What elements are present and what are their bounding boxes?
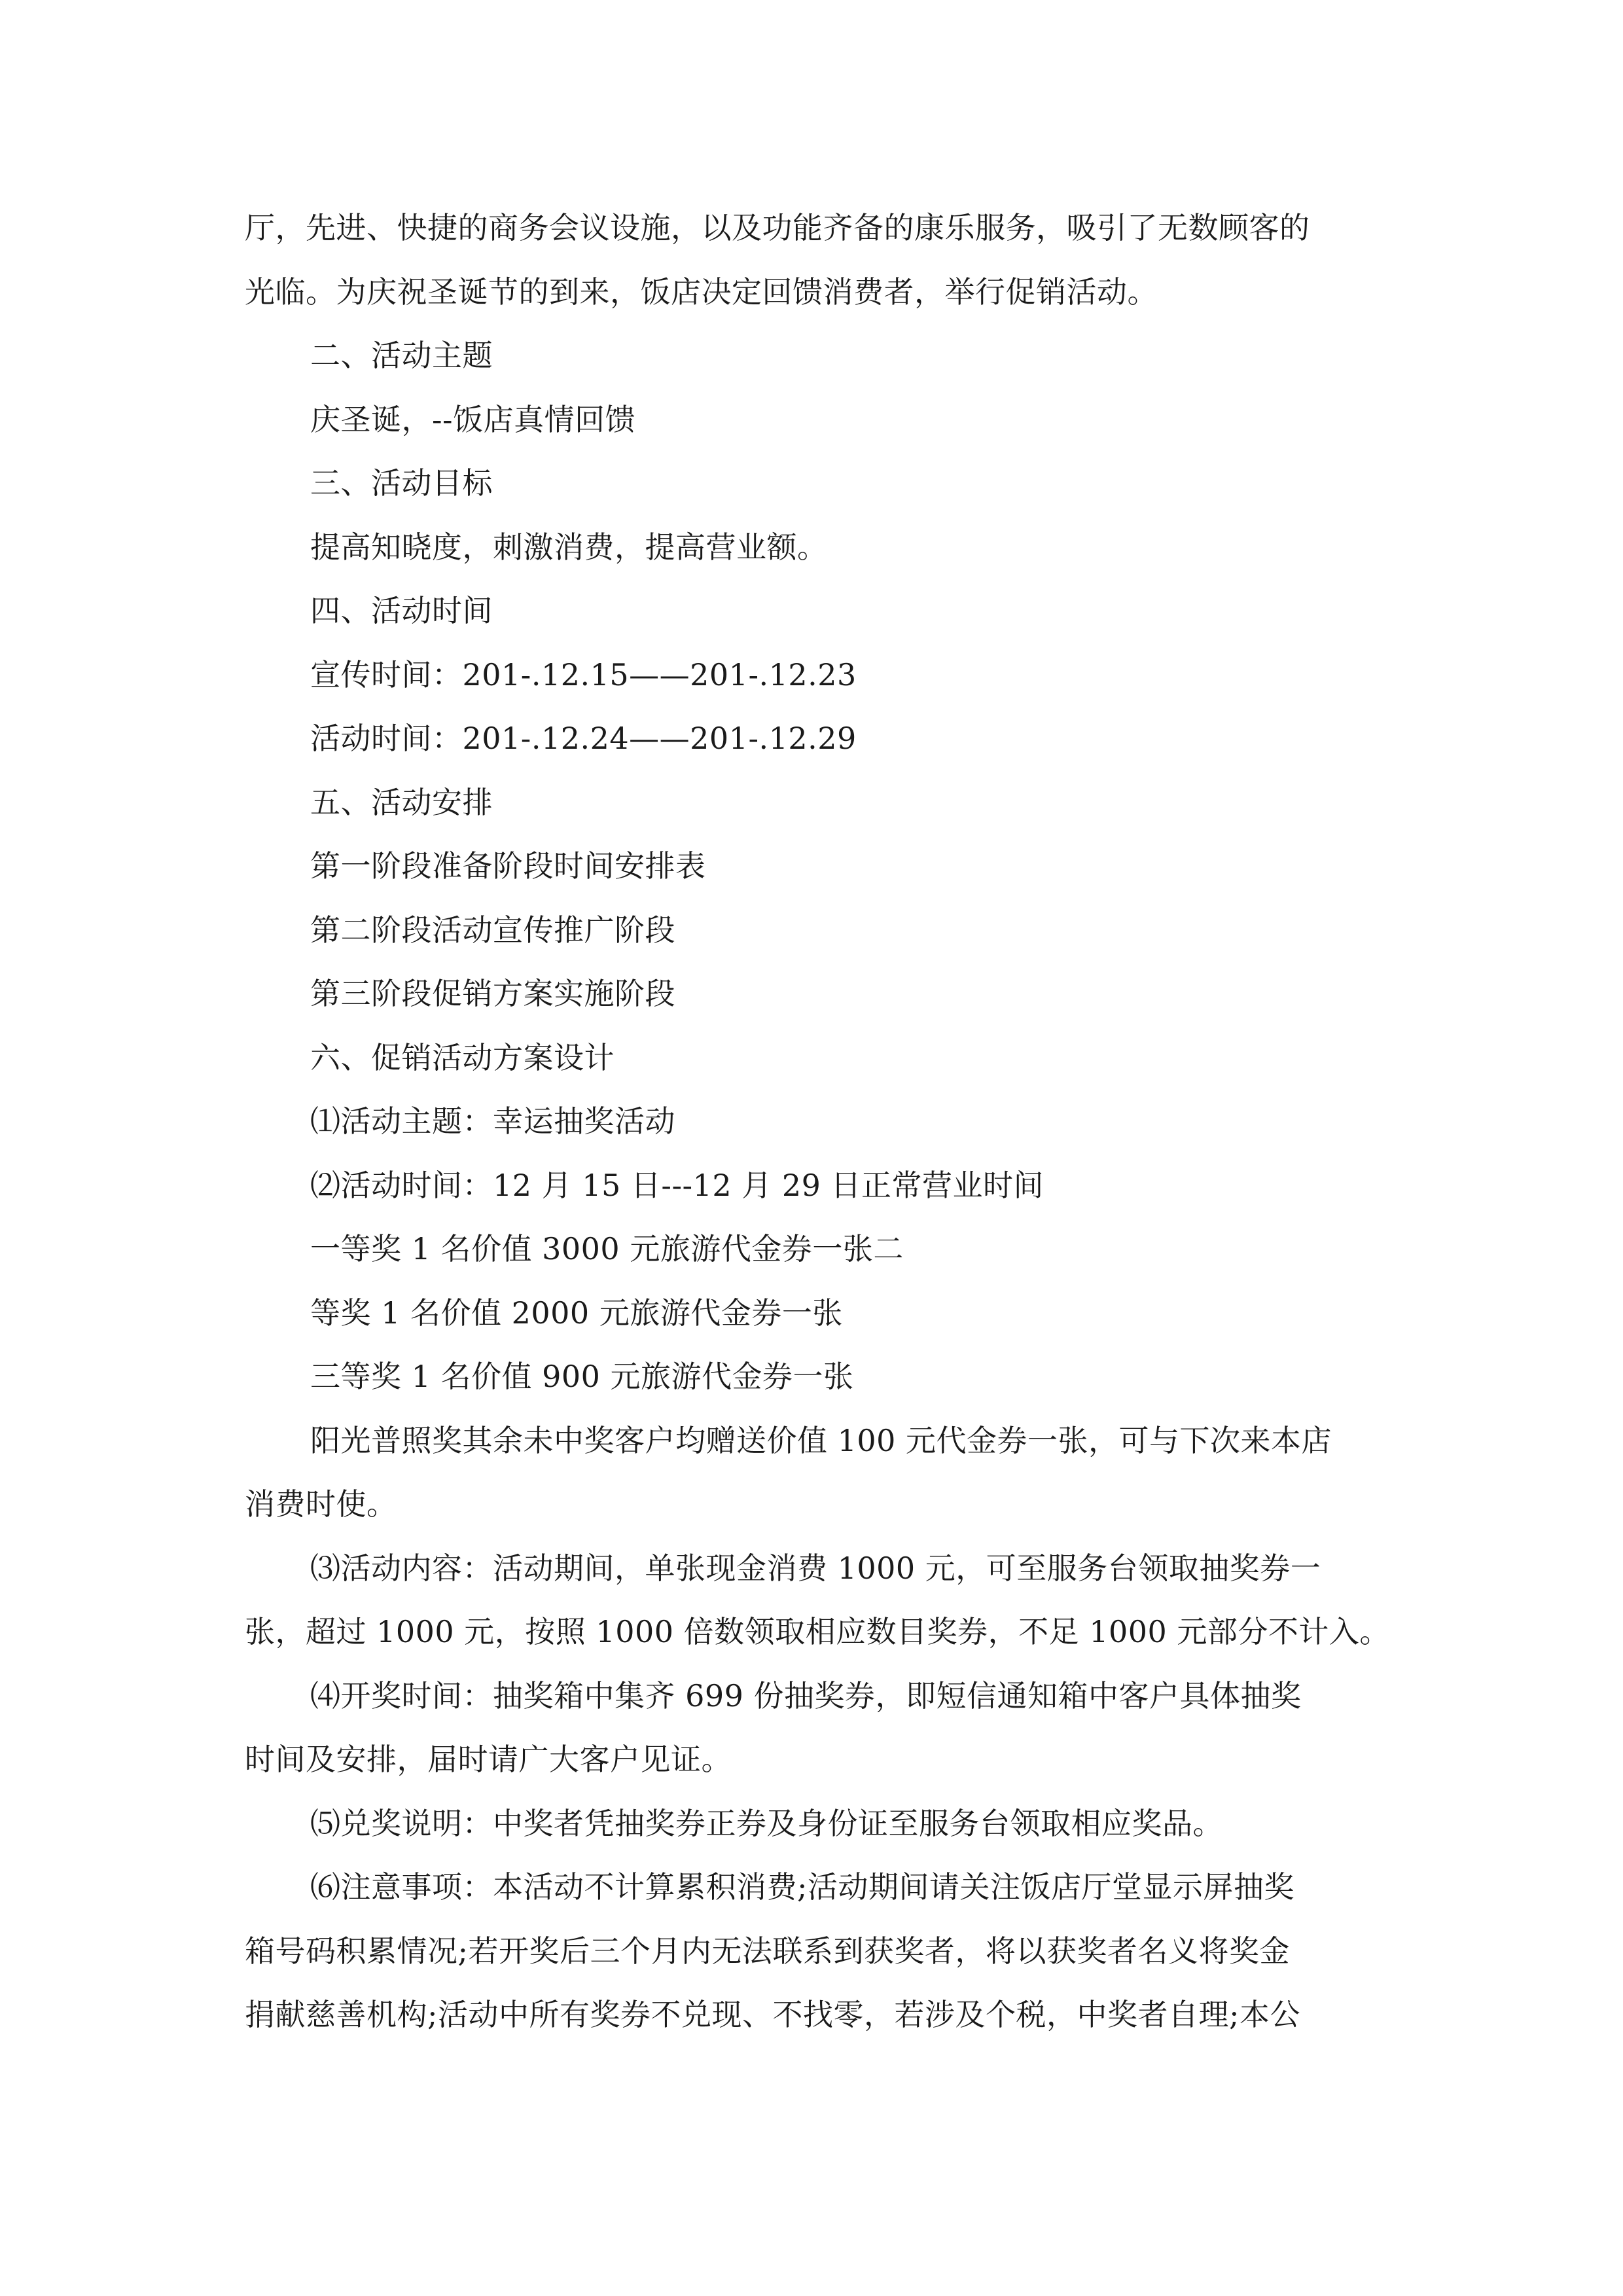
paragraph-line: 第二阶段活动宣传推广阶段 (310, 912, 675, 948)
paragraph-line: 第一阶段准备阶段时间安排表 (310, 848, 706, 884)
paragraph-line: 等奖 1 名价值 2000 元旅游代金券一张 (310, 1295, 843, 1331)
paragraph-line: 宣传时间：201-.12.15——201-.12.23 (310, 656, 857, 692)
paragraph-line: 光临。为庆祝圣诞节的到来，饭店决定回馈消费者，举行促销活动。 (245, 274, 1158, 310)
list-item: ⑴活动主题：幸运抽奖活动 (310, 1103, 675, 1139)
list-item: ⑷开奖时间：抽奖箱中集齐 699 份抽奖券，即短信通知箱中客户具体抽奖 (310, 1677, 1302, 1713)
paragraph-line: 第三阶段促销方案实施阶段 (310, 976, 675, 1011)
list-item: ⑹注意事项：本活动不计算累积消费;活动期间请关注饭店厅堂显示屏抽奖 (310, 1869, 1294, 1905)
paragraph-line: 箱号码积累情况;若开奖后三个月内无法联系到获奖者，将以获奖者名义将奖金 (245, 1933, 1290, 1969)
paragraph-line: 庆圣诞，--饭店真情回馈 (310, 401, 636, 437)
section-heading-design: 六、促销活动方案设计 (310, 1039, 615, 1075)
list-item: ⑸兑奖说明：中奖者凭抽奖券正券及身份证至服务台领取相应奖品。 (310, 1805, 1223, 1841)
paragraph-line: 一等奖 1 名价值 3000 元旅游代金券一张二 (310, 1231, 904, 1266)
paragraph-line: 捐献慈善机构;活动中所有奖券不兑现、不找零，若涉及个税，中奖者自理;本公 (245, 1997, 1300, 2032)
list-item: ⑶活动内容：活动期间，单张现金消费 1000 元，可至服务台领取抽奖券一 (310, 1550, 1321, 1586)
paragraph-line: 消费时使。 (245, 1486, 397, 1522)
section-heading-time: 四、活动时间 (310, 593, 493, 628)
paragraph-line: 阳光普照奖其余未中奖客户均赠送价值 100 元代金券一张，可与下次来本店 (310, 1422, 1332, 1458)
paragraph-line: 厅，先进、快捷的商务会议设施，以及功能齐备的康乐服务，吸引了无数顾客的 (245, 210, 1310, 245)
paragraph-line: 提高知晓度，刺激消费，提高营业额。 (310, 529, 828, 565)
section-heading-arrangement: 五、活动安排 (310, 784, 493, 820)
list-item: ⑵活动时间：12 月 15 日---12 月 29 日正常营业时间 (310, 1167, 1044, 1203)
paragraph-line: 活动时间：201-.12.24——201-.12.29 (310, 721, 857, 756)
section-heading-goal: 三、活动目标 (310, 465, 493, 501)
paragraph-line: 时间及安排，届时请广大客户见证。 (245, 1742, 732, 1777)
paragraph-line: 三等奖 1 名价值 900 元旅游代金券一张 (310, 1359, 854, 1394)
section-heading-theme: 二、活动主题 (310, 338, 493, 373)
document-body (245, 196, 1390, 2047)
paragraph-line: 张，超过 1000 元，按照 1000 倍数领取相应数目奖券，不足 1000 元部分不计入。 (245, 1614, 1390, 1649)
